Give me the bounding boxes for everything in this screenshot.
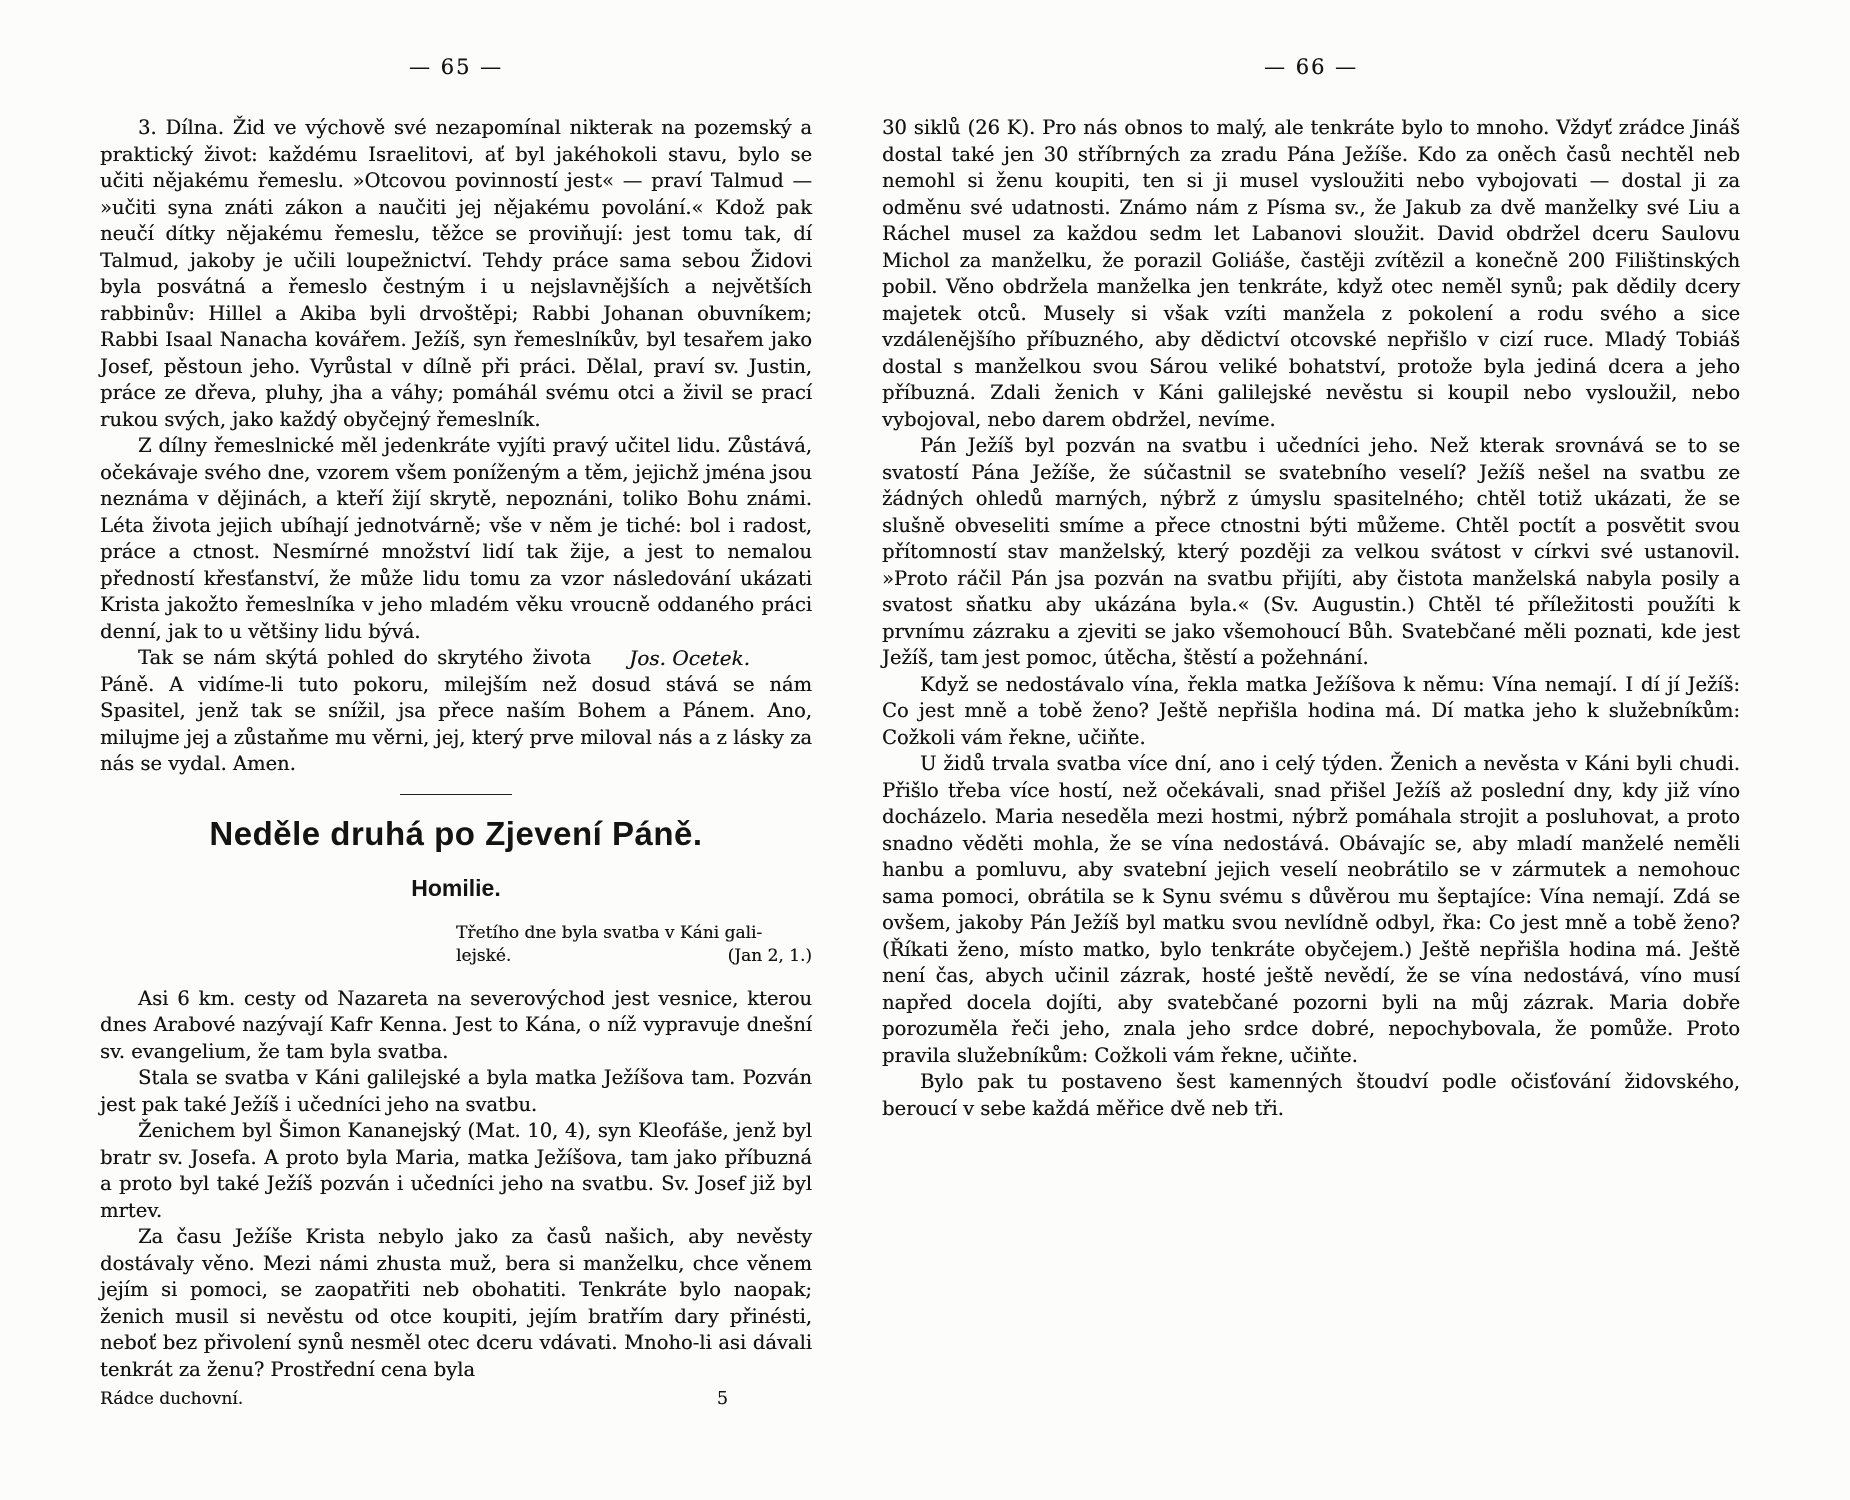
paragraph: Ženichem byl Šimon Kananejský (Mat. 10, 4), syn Kleofáše, jenž byl bratr sv. Josefa. A proto byla Maria, matka Ježíšova, tam jako příbuzná a proto byl také Ježíš pozván i učedníci jeho na svatbu. Sv. Josef již byl mrtev.: [100, 1119, 812, 1222]
gospel-epigraph: [456, 922, 812, 968]
signature-number: 5: [716, 1389, 728, 1409]
paragraph: Pán Ježíš byl pozván na svatbu i učedníci jeho. Než kterak srovnává se to se svatostí Pána Ježíše, že súčastnil se svatebního veselí? Ježíš nešel na svatbu ze žádných ohledů marných, nýbrž z úmyslu spasitelného; chtěl totiž ukázati, že se slušně obveseliti smíme a přece ctnostni býti můžeme. Chtěl poctít a posvětit svou přítomností stav manželský, který později za velkou svátost v církvi své ustanovil. »Proto ráčil Pán jsa pozván na svatbu přijíti, aby čistota manželská nabyla posily a svatost sňatku aby ukázána byla.« (Sv. Augustin.) Chtěl té příležitosti použíti k prvnímu zázraku a zjeviti se jako všemohoucí Bůh. Svatebčané měli poznati, kde jest Ježíš, tam jest pomoc, útěcha, štěstí a požehnání.: [882, 434, 1740, 669]
page-number-65: — 65 —: [408, 55, 504, 79]
epigraph-line-1: Třetího dne byla svatba v Káni gali-: [456, 922, 763, 943]
page-66: [882, 55, 1740, 1122]
running-title: Rádce duchovní.: [100, 1389, 244, 1409]
paragraph: Za času Ježíše Krista nebylo jako za časů našich, aby nevěsty dostávaly věno. Mezi námi zhusta muž, bera si manželku, chce věnem jejím si pomoci, se zaopatřiti neb obohatiti. Tenkráte bylo naopak; ženich musil si nevěstu od otce koupiti, jejím bratřím dary přinésti, neboť bez přivolení synů nesměl otec dceru vdávati. Mnoho-li asi dávali tenkrát za ženu? Prostřední cena byla: [100, 1225, 812, 1381]
paragraph: Asi 6 km. cesty od Nazareta na severovýchod jest vesnice, kterou dnes Arabové nazývají Kafr Kenna. Jest to Kána, o níž vypravuje dnešní sv. evangelium, že tam byla svatba.: [100, 986, 812, 1063]
sermon-subheading: Homilie.: [411, 874, 501, 901]
paragraph: Bylo pak tu postaveno šest kamenných štoudví podle očisťování židovského, beroucí v sebe každá měřice dvě neb tři.: [882, 1070, 1740, 1120]
epigraph-continuation: lejské.: [456, 945, 512, 966]
paragraph: 3. Dílna. Žid ve výchově své nezapomínal nikterak na pozemský a praktický život: každému Israelitovi, ať byl jakéhokoli stavu, bylo se učiti nějakému řemeslu. »Otcovou povinností jest« — praví Talmud — »učiti syna znáti zákon a naučiti jej nějakému povolání.« Kdož pak neučí dítky nějakému řemeslu, těžce se proviňují: jest tomu tak, dí Talmud, jakoby je učili loupežnictví. Tehdy práce sama sebou Židovi byla posvátná a řemeslo čestným i u nejslavnějších a největších rabbinův: Hillel a Akiba byli drvoštěpi; Rabbi Johanan obuvníkem; Rabbi Isaal Nanacha kovářem. Ježíš, syn řemeslníkův, byl tesařem jako Josef, pěstoun jeho. Vyrůstal v dílně při práci. Dělal, praví sv. Justin, práce ze dřeva, pluhy, jha a váhy; pomáhál svému otci a živil se prací rukou svých, jako každý obyčejný řemeslník.: [100, 116, 812, 431]
sermon-title: Neděle druhá po Zjevení Páně.: [209, 814, 703, 852]
paragraph-text: Tak se nám skýtá pohled do skrytého života Páně. A vidíme-li tuto pokoru, milejším než dosud stává se nám Spasitel, jenž tak se snížil, jsa přece naším Bohem a Pánem. Ano, milujme jej a zůstaňme mu věrni, jej, který prve miloval nás a z lásky za nás se vydal. Amen.: [100, 646, 812, 775]
paragraph: Když se nedostávalo vína, řekla matka Ježíšova k němu: Vína nemají. I dí jí Ježíš: Co jest mně a tobě ženo? Ještě nepřišla hodina má. Dí matka jeho k služebníkům: Cožkoli vám řekne, učiňte.: [882, 672, 1740, 749]
page-65: [100, 55, 812, 1409]
scripture-reference: (Jan 2, 1.): [727, 945, 812, 966]
page-66-body: [882, 115, 1740, 1122]
paragraph: Stala se svatba v Káni galilejské a byla matka Ježíšova tam. Pozván jest pak také Ježíš i učedníci jeho na svatbu.: [100, 1066, 812, 1116]
paragraph: Z dílny řemeslnické měl jedenkráte vyjíti pravý učitel lidu. Zůstává, očekávaje svého dne, vzorem všem poníženým a těm, jejichž jména jsou neznáma v dějinách, a kteří žijí skrytě, nepoznáni, toliko Bohu známi. Léta života jejich ubíhají jednotvárně; vše v něm je tiché: bol i radost, práce a ctnost. Nesmírné množství lidí tak žije, a jest to nemalou předností křesťanství, že může lidu tomu za vzor následování ukázati Krista jakožto řemeslníka v jeho mladém věku vroucně oddaného práci denní, jak to u většiny lidu bývá.: [100, 434, 812, 643]
author-signature: Jos. Ocetek.: [629, 646, 750, 670]
paragraph: 30 siklů (26 K). Pro nás obnos to malý, ale tenkráte bylo to mnoho. Vždyť zrádce Jináš dostal také jen 30 stříbrných za zradu Pána Ježíše. Kdo za oněch časů nechtěl neb nemohl si ženu koupiti, ten si ji musel vysloužiti nebo vybojovati — dostal ji za odměnu své udatnosti. Známo nám z Písma sv., že Jakub za dvě manželky své Liu a Ráchel musel za každou sedm let Labanovi sloužit. David obdržel dceru Saulovu Michol za manželku, že porazil Goliáše, častěji zvítězil a konečně 200 Filištinských pobil. Věno obdržela manželka jen tenkráte, když otec neměl synů; pak dědily dcery majetek otců. Musely si však vzíti manžela z pokolení a rodu svého a sice vzdálenějšího příbuzného, aby dědictví otcovské nepřišlo v cizí ruce. Mladý Tobiáš dostal s manželkou svou Sárou veliké bohatství, protože byla jediná dcera a jeho příbuzná. Zdali ženich v Káni galilejské nevěstu si koupil nebo vysloužil, nebo vybojoval, nebo darem obdržel, nevíme.: [882, 116, 1740, 431]
page-number-66: — 66 —: [1263, 55, 1359, 79]
page-65-body: [100, 115, 812, 778]
paragraph: [100, 645, 812, 778]
page-65-footer: [100, 1389, 812, 1409]
sermon-body: [100, 986, 812, 1384]
section-divider: [400, 794, 512, 795]
epigraph-line-2: [456, 945, 812, 968]
paragraph: U židů trvala svatba více dní, ano i celý týden. Ženich a nevěsta v Káni byli chudi. Přišlo třeba více hostí, než očekávali, snad přišel Ježíš až poslední dny, kdy již víno docházelo. Maria neseděla mezi hostmi, nýbrž pomáhala strojit a posluhovat, a proto snadno věděti mohla, že se vína nedostává. Obávajíc se, aby mladí manželé neměli hanbu a pomluvu, aby svatební jejich veselí neobrátilo se v zármutek a nemohouc sama pomoci, obrátila se k Synu svému s důvěrou mu šeptajíce: Vína nemají. Zdá se ovšem, jakoby Pán Ježíš byl matku svou nevlídně odbyl, řka: Co jest mně a tobě ženo? (Říkati ženo, místo matko, bylo tenkráte obyčejem.) Ještě nepřišla hodina má. Ještě není čas, abych učinil zázrak, hosté ještě nevědí, že se vína nedostává, víno musí napřed docela dojíti, aby svatebčané pozorni byli na můj zázrak. Maria dobře porozuměla řeči jeho, znala jeho srdce dobré, nepochybovala, že pomůže. Proto pravila služebníkům: Cožkoli vám řekne, učiňte.: [882, 752, 1740, 1067]
